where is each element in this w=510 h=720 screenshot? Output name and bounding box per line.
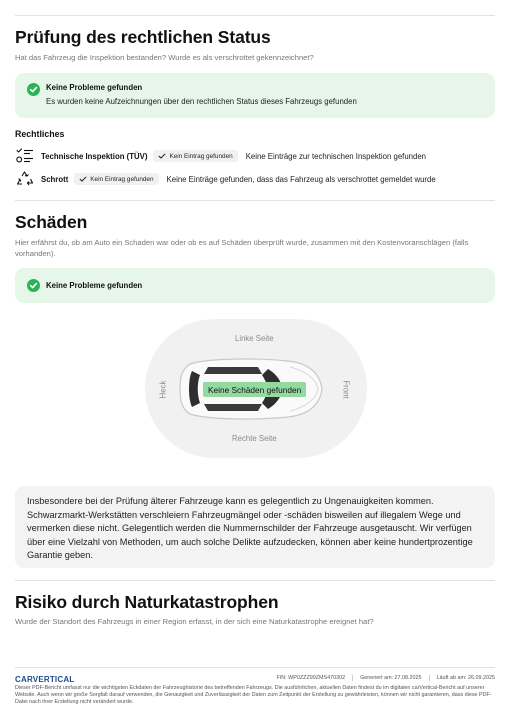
status-chip	[74, 173, 158, 185]
legal-row-name: Schrott	[41, 174, 69, 184]
legal-row-scrap	[15, 170, 495, 188]
expiry-date: Läuft ab am: 26.09.2025	[429, 675, 495, 681]
status-chip-label: Kein Eintrag gefunden	[169, 152, 233, 160]
accuracy-notice: Insbesondere bei der Prüfung älterer Fahrzeuge kann es gelegentlich zu Ungenauigkeiten kommen. Schwarzmarkt-Werkstätten verschleiern Fahrzeugmängel oder -schäden bisweilen auf illegalem Wege und vermerken diese nicht. Gelegentlich werden die Nummernschilder der Fahrzeuge ausgetauscht. Wir verfügen über eine Vielzahl von Methoden, um auch solche Delikte aufzudecken, können aber keine hundertprozentige Garantie geben.	[15, 486, 495, 568]
damage-result-title: Keine Probleme gefunden	[46, 281, 143, 290]
report-meta	[277, 675, 496, 681]
legal-row-description: Keine Einträge gefunden, dass das Fahrzeug als verschrottet gemeldet wurde	[166, 174, 436, 184]
damage-subtitle: Hier erfährst du, ob am Auto ein Schaden war oder ob es auf Schäden überprüft wurde, zusammen mit den Kostenvoranschlägen (falls vorhanden).	[15, 238, 469, 258]
check-icon	[158, 153, 166, 159]
damage-diagram	[145, 319, 367, 458]
recycle-icon	[15, 170, 35, 188]
section-divider	[15, 200, 495, 201]
vin-text: FIN: WP0ZZZ99ZMS470302	[276, 675, 346, 681]
legal-status-title: Prüfung des rechtlichen Status	[15, 27, 271, 47]
check-circle-icon	[27, 279, 40, 292]
legal-status-subtitle: Hat das Fahrzeug die Inspektion bestanden? Wurde es als verschrottet gekennzeichnet?	[15, 53, 314, 62]
damage-result-chip: Keine Schäden gefunden	[203, 382, 306, 397]
diagram-label-rear: Heck	[158, 380, 168, 399]
legal-result-title: Keine Probleme gefunden	[46, 83, 143, 92]
check-circle-icon	[27, 83, 40, 96]
legal-row-inspection	[15, 147, 495, 165]
check-icon	[79, 176, 87, 182]
carvertical-logo: CARVERTICAL	[15, 675, 75, 684]
status-chip	[153, 150, 237, 162]
inspection-checklist-icon	[15, 147, 35, 165]
generated-date: Generiert am: 27.08.2025	[352, 675, 428, 681]
footer-disclaimer: Dieser PDF-Bericht umfasst nur die wichtigsten Eckdaten der Fahrzeughistorie des betreffenden Fahrzeugs. Die ausführlichen, aktuellen Daten findest du im digitalen carVertical-Bericht auf unserer Website. Auch wenn wir große Sorgfalt darauf verwenden, die Genauigkeit und Zuverlässigkeit der Daten zum Zeitpunkt der Erstellung zu gewährleisten, können wir nicht garantieren, dass diese PDF-Datei nach ihrer Erstellung nicht verändert wurde.	[15, 685, 492, 705]
top-divider	[15, 15, 495, 16]
disaster-title: Risiko durch Naturkatastrophen	[15, 592, 279, 612]
legal-status-result-box	[15, 73, 495, 118]
damage-result-box	[15, 268, 495, 303]
damage-title: Schäden	[15, 212, 88, 232]
legal-result-text: Es wurden keine Aufzeichnungen über den rechtlichen Status dieses Fahrzeugs gefunden	[46, 97, 357, 106]
section-divider	[15, 580, 495, 581]
diagram-label-front: Front	[341, 380, 351, 399]
status-chip-label: Kein Eintrag gefunden	[90, 175, 154, 183]
diagram-label-left-side: Linke Seite	[235, 334, 274, 343]
legal-row-name: Technische Inspektion (TÜV)	[41, 151, 148, 161]
disaster-subtitle: Wurde der Standort des Fahrzeugs in einer Region erfasst, in der sich eine Naturkatastrophe ereignet hat?	[15, 617, 374, 626]
legal-section-label: Rechtliches	[15, 129, 65, 139]
legal-row-description: Keine Einträge zur technischen Inspektion gefunden	[245, 151, 427, 161]
diagram-label-right-side: Rechte Seite	[232, 434, 277, 443]
footer-divider	[15, 667, 495, 668]
